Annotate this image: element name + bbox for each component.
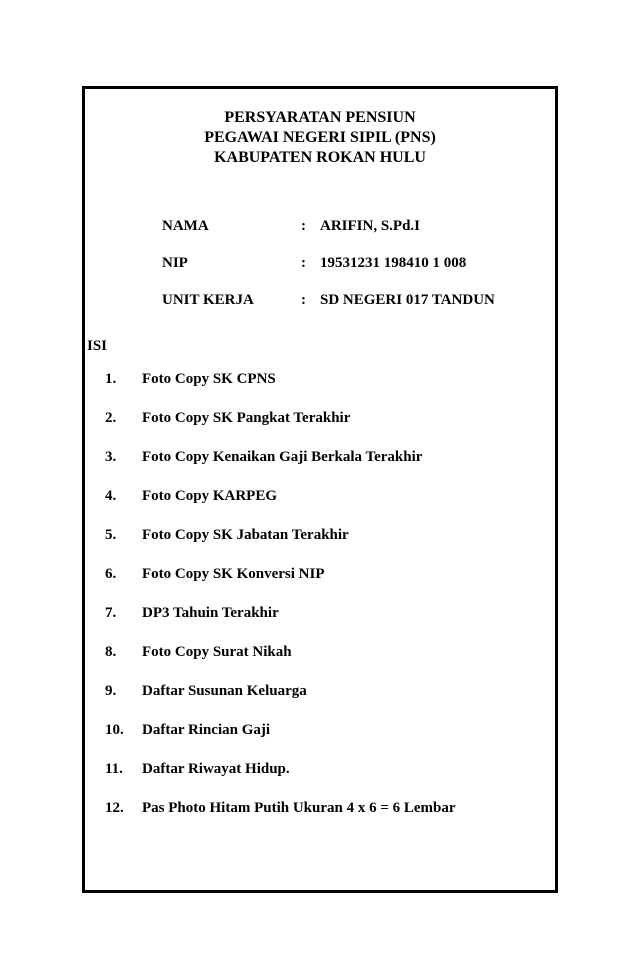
list-item-text: DP3 Tahuin Terakhir <box>142 605 279 621</box>
identity-colon: : <box>301 255 306 271</box>
identity-block <box>162 218 542 329</box>
list-item <box>105 605 545 644</box>
list-item-number: 3. <box>105 449 117 465</box>
list-item <box>105 527 545 566</box>
requirements-list <box>105 371 545 839</box>
list-item <box>105 644 545 683</box>
list-item-text: Foto Copy SK CPNS <box>142 371 276 387</box>
title-line-1: PERSYARATAN PENSIUN <box>224 109 416 126</box>
list-item <box>105 722 545 761</box>
list-item-number: 12. <box>105 800 124 816</box>
list-item-number: 5. <box>105 527 117 543</box>
list-item-number: 10. <box>105 722 124 738</box>
list-item-number: 6. <box>105 566 117 582</box>
title-line-2: PEGAWAI NEGERI SIPIL (PNS) <box>204 129 436 146</box>
list-item <box>105 449 545 488</box>
identity-label: NAMA <box>162 218 209 234</box>
identity-row-nip <box>162 255 542 292</box>
list-item-text: Foto Copy SK Pangkat Terakhir <box>142 410 351 426</box>
identity-colon: : <box>301 218 306 234</box>
identity-label: UNIT KERJA <box>162 292 254 308</box>
title-line-3: KABUPATEN ROKAN HULU <box>214 149 426 166</box>
list-item-text: Foto Copy KARPEG <box>142 488 277 504</box>
list-item-number: 11. <box>105 761 123 777</box>
list-item-text: Daftar Rincian Gaji <box>142 722 271 738</box>
section-heading: ISI <box>87 338 108 354</box>
identity-row-nama <box>162 218 542 255</box>
identity-row-unit-kerja <box>162 292 542 329</box>
list-item-text: Foto Copy Kenaikan Gaji Berkala Terakhir <box>142 449 423 465</box>
list-item <box>105 683 545 722</box>
list-item-number: 4. <box>105 488 117 504</box>
identity-colon: : <box>301 292 306 308</box>
list-item-text: Daftar Riwayat Hidup. <box>142 761 290 777</box>
list-item <box>105 761 545 800</box>
list-item-text: Foto Copy SK Konversi NIP <box>142 566 325 582</box>
list-item <box>105 566 545 605</box>
list-item <box>105 800 545 839</box>
identity-value: 19531231 198410 1 008 <box>320 255 467 271</box>
list-item-number: 1. <box>105 371 117 387</box>
document-title <box>82 108 558 168</box>
list-item-number: 9. <box>105 683 117 699</box>
list-item <box>105 410 545 449</box>
identity-label: NIP <box>162 255 188 271</box>
list-item-text: Pas Photo Hitam Putih Ukuran 4 x 6 = 6 Lembar <box>142 800 456 816</box>
list-item-number: 8. <box>105 644 117 660</box>
list-item-text: Foto Copy SK Jabatan Terakhir <box>142 527 349 543</box>
list-item <box>105 488 545 527</box>
list-item-text: Foto Copy Surat Nikah <box>142 644 292 660</box>
identity-value: ARIFIN, S.Pd.I <box>320 218 421 234</box>
list-item <box>105 371 545 410</box>
list-item-text: Daftar Susunan Keluarga <box>142 683 307 699</box>
identity-value: SD NEGERI 017 TANDUN <box>320 292 495 308</box>
list-item-number: 2. <box>105 410 117 426</box>
list-item-number: 7. <box>105 605 117 621</box>
